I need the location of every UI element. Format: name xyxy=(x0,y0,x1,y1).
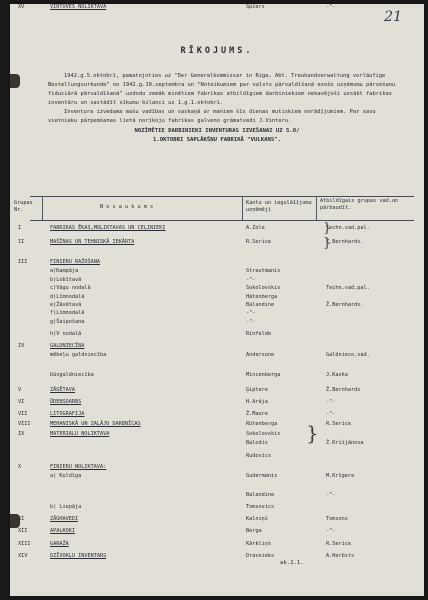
row-number: I xyxy=(18,225,22,231)
row-responsible: Sokolovskis xyxy=(246,431,281,437)
row-supervisor: -"- xyxy=(326,411,336,417)
row-supervisor: A.Herbsts xyxy=(326,553,355,559)
column-divider xyxy=(316,196,317,220)
row-responsible: Strautmanis xyxy=(246,268,281,274)
row-responsible: Balandine xyxy=(246,492,275,498)
row-name: GARAŽA xyxy=(50,541,69,547)
row-number: V xyxy=(18,387,22,393)
row-number: XV xyxy=(18,4,25,10)
paragraph-1: 1942.g.5.oktobrī, pamatojoties uz "Der Generalkommissar in Riga, Abt. Treuhandverwaltung vorläufige Bestellungsurkunde" no 1942.g.10.septembra un "Noteikumiem par valsts pārvaldīšanā esošo uzņēmumu pārvešanu fiduciārā pārvaldīšanā" uzdodu zemāk minētiem fabrikas atbildīgiem darbiniekiem nekavējoši uzsākt fabrikas inventāru un sastādīt sīkumu bilanci uz 1.g.1.oktobrī. xyxy=(48,73,396,106)
table-subtitle: NOZĪMĒTIE DARBINIEKI INVENTURAS IZVEŠANAI UZ 5.0/ 1.OKTOBRI SAPLĀKŠŅU FABRIKĀ "VULKANS". xyxy=(134,128,300,143)
header-group: Grupas Nr. xyxy=(14,200,33,213)
row-name: GALDNIECĪBA xyxy=(50,343,85,349)
row-responsible: Tomsovics xyxy=(246,504,275,510)
row-name: b) Liepāja xyxy=(50,504,82,510)
row-responsible: Dravnieks xyxy=(246,553,275,559)
row-supervisor: -"- xyxy=(326,399,336,405)
row-name: VIRTUVES NOLIKTAVA xyxy=(50,4,107,10)
row-number: IV xyxy=(18,343,25,349)
row-supervisor: R.Serice xyxy=(326,421,351,427)
row-name: FINIERU NOLIKTAVA: xyxy=(50,464,107,470)
row-supervisor: J.Kazka xyxy=(326,372,348,378)
row-number: XIII xyxy=(18,541,31,547)
row-responsible: Sokolovskis xyxy=(246,285,281,291)
row-name: b)Lobītavā xyxy=(50,277,82,283)
row-name: LITOGRAFIJA xyxy=(50,411,85,417)
row-responsible: Rudovics xyxy=(246,453,271,459)
row-name: a)Kampāja xyxy=(50,268,79,274)
header-name: N o s a u k u m s xyxy=(100,204,154,210)
row-name: ZĀGĒTAVA xyxy=(50,387,75,393)
row-responsible: H.Arāja xyxy=(246,399,268,405)
row-number: XI xyxy=(18,516,25,522)
row-number: X xyxy=(18,464,22,470)
row-responsible: Andersone xyxy=(246,352,275,358)
row-supervisor: Techn.vad.pal. xyxy=(326,285,370,291)
row-name: FABRIKAS ĒKAS,MOLIKTAVAS UN CEĻINIEKI xyxy=(50,225,166,231)
row-supervisor: Galdnieco.vad. xyxy=(326,352,370,358)
row-responsible: -"- xyxy=(246,277,256,283)
row-name: MATERIALU NOLIKTAVA xyxy=(50,431,110,437)
row-name: MAŠĪNAS UN TEHNISKĀ IEKĀRTA xyxy=(50,239,135,245)
row-responsible: R.Serice xyxy=(246,239,271,245)
row-name: ZĀGHAVEDI xyxy=(50,516,79,522)
row-name: g)Šaipošana xyxy=(50,319,85,325)
row-number: XII xyxy=(18,528,28,534)
brace-mark: } xyxy=(323,236,332,251)
row-responsible: -"- xyxy=(246,310,256,316)
row-responsible: Kārkliņš xyxy=(246,541,271,547)
row-responsible: -"- xyxy=(246,319,256,325)
row-name: a) Kuldīga xyxy=(50,473,82,479)
row-responsible: Rūtenberga xyxy=(246,421,278,427)
table-header-rule xyxy=(30,220,414,221)
row-supervisor: R.Serice xyxy=(326,541,351,547)
footer-note: ak.2.1. xyxy=(280,560,304,566)
row-name: d)Līmnodalā xyxy=(50,294,85,300)
brace-mark: } xyxy=(306,421,319,445)
row-name: DZĪVOKĻU INVENTARS xyxy=(50,553,107,559)
row-supervisor: Ž.Bernhards xyxy=(326,387,361,393)
row-name: būvgaldniecība xyxy=(50,372,94,378)
page-number: 21 xyxy=(384,9,402,25)
row-supervisor: Tomsons xyxy=(326,516,348,522)
punch-hole xyxy=(10,74,20,88)
row-supervisor: -"- xyxy=(326,4,336,10)
row-supervisor: Ž.Bernhards. xyxy=(326,239,364,245)
row-number: VII xyxy=(18,411,28,417)
row-supervisor: Ž.Krišjānova xyxy=(326,440,364,446)
row-supervisor: -"- xyxy=(326,492,336,498)
row-name: MEHANISKĀ UN ZAĻĀJU DARBNĪCAS xyxy=(50,421,141,427)
row-responsible: Berga xyxy=(246,528,262,534)
row-responsible: A.Zole xyxy=(246,225,265,231)
header-supervisor: Atbildīgais grupas vad.un pārbaudīt. xyxy=(320,198,399,211)
row-responsible: Rinfelde xyxy=(246,331,271,337)
document-page xyxy=(10,4,424,596)
row-responsible: Gudermanis xyxy=(246,473,278,479)
row-supervisor: Techn.vad.pal. xyxy=(326,225,370,231)
row-number: III xyxy=(18,259,28,265)
row-number: VIII xyxy=(18,421,31,427)
row-responsible: Hātenberga xyxy=(246,294,278,300)
row-responsible: Mincenberga xyxy=(246,372,281,378)
row-supervisor: -"- xyxy=(326,528,336,534)
document-title: RĪKOJUMS. xyxy=(180,46,254,56)
brace-mark: } xyxy=(323,221,332,236)
row-name: f)Līmnodalā xyxy=(50,310,85,316)
row-supervisor: Ž.Bernhards. xyxy=(326,302,364,308)
column-divider xyxy=(42,196,43,220)
row-responsible: Ģiptere xyxy=(246,387,268,393)
paragraph-2: Inventura izvedama mašu vadības un saskaņā ar maniem šīs dienas mutiskiem norādījumiem. Par savu vietnieku pārpemšanas lietā norīkoju fabrikas galveno grāmatvedi J.Vinteru. xyxy=(48,109,376,124)
row-name: APALKOKI xyxy=(50,528,75,534)
row-responsible: Špīers xyxy=(246,4,265,10)
row-name: FINIERU RAŽOŠANA xyxy=(50,259,100,265)
row-number: II xyxy=(18,239,25,245)
column-divider xyxy=(242,196,243,220)
row-name: mēbeļu galdniecība xyxy=(50,352,107,358)
row-responsible: Ž.Maure xyxy=(246,411,268,417)
row-name: ŪDENSDARBS xyxy=(50,399,82,405)
row-responsible: Balandine xyxy=(246,302,275,308)
header-responsible: Kantu un iegulā1ījumu uzņēmēji xyxy=(246,200,312,213)
row-name: e)Žāvētavā xyxy=(50,302,82,308)
row-responsible: Kalniņš xyxy=(246,516,268,522)
row-name: c)Vāgu nodalā xyxy=(50,285,91,291)
row-number: VI xyxy=(18,399,25,405)
row-responsible: Balodis xyxy=(246,440,268,446)
table-top-rule xyxy=(30,196,414,197)
row-name: h)V nodalā xyxy=(50,331,82,337)
row-supervisor: M.Krīgera xyxy=(326,473,355,479)
row-number: IX xyxy=(18,431,25,437)
row-number: XIV xyxy=(18,553,28,559)
